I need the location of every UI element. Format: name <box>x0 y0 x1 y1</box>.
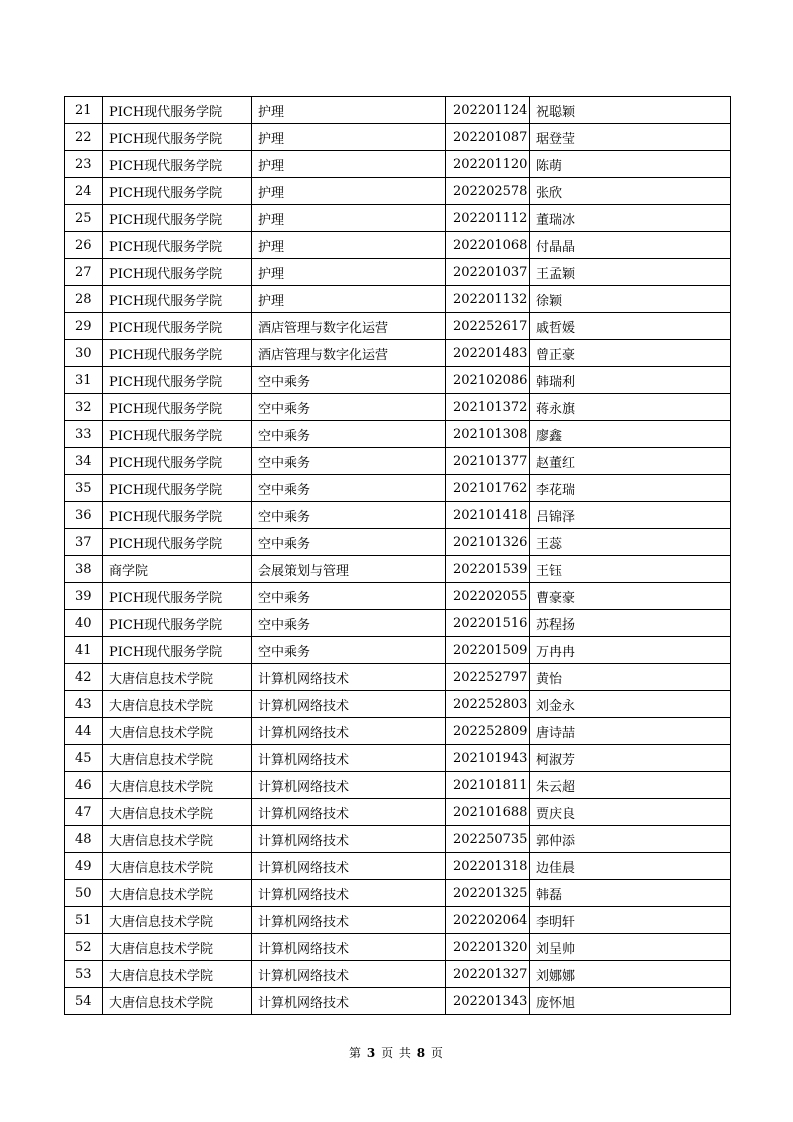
student-id-cell: 202201132 <box>446 286 530 313</box>
student-name-cell: 王钰 <box>530 556 731 583</box>
college-cell: 大唐信息技术学院 <box>103 880 252 907</box>
row-number-cell: 27 <box>65 259 103 286</box>
college-cell: PICH现代服务学院 <box>103 259 252 286</box>
college-cell: PICH现代服务学院 <box>103 529 252 556</box>
student-id-cell: 202201037 <box>446 259 530 286</box>
major-cell: 计算机网络技术 <box>252 718 446 745</box>
row-number-cell: 50 <box>65 880 103 907</box>
major-cell: 护理 <box>252 124 446 151</box>
student-id-cell: 202201327 <box>446 961 530 988</box>
college-cell: 大唐信息技术学院 <box>103 745 252 772</box>
student-name-cell: 韩磊 <box>530 880 731 907</box>
student-id-cell: 202202055 <box>446 583 530 610</box>
roster-body <box>65 97 731 1015</box>
college-cell: PICH现代服务学院 <box>103 124 252 151</box>
college-cell: PICH现代服务学院 <box>103 394 252 421</box>
student-name-cell: 吕锦泽 <box>530 502 731 529</box>
student-name-cell: 蒋永旗 <box>530 394 731 421</box>
major-cell: 计算机网络技术 <box>252 799 446 826</box>
student-id-cell: 202201068 <box>446 232 530 259</box>
college-cell: PICH现代服务学院 <box>103 340 252 367</box>
major-cell: 计算机网络技术 <box>252 880 446 907</box>
student-name-cell: 曾正豪 <box>530 340 731 367</box>
college-cell: 大唐信息技术学院 <box>103 718 252 745</box>
student-name-cell: 王孟颖 <box>530 259 731 286</box>
major-cell: 空中乘务 <box>252 367 446 394</box>
college-cell: 大唐信息技术学院 <box>103 961 252 988</box>
row-number-cell: 32 <box>65 394 103 421</box>
row-number-cell: 48 <box>65 826 103 853</box>
student-name-cell: 庞怀旭 <box>530 988 731 1015</box>
student-id-cell: 202201320 <box>446 934 530 961</box>
student-name-cell: 王蕊 <box>530 529 731 556</box>
row-number-cell: 52 <box>65 934 103 961</box>
table-row <box>65 961 731 988</box>
major-cell: 计算机网络技术 <box>252 826 446 853</box>
table-row <box>65 772 731 799</box>
college-cell: PICH现代服务学院 <box>103 502 252 529</box>
major-cell: 计算机网络技术 <box>252 961 446 988</box>
footer-total-pages: 8 <box>416 1046 427 1060</box>
row-number-cell: 31 <box>65 367 103 394</box>
major-cell: 空中乘务 <box>252 637 446 664</box>
major-cell: 空中乘务 <box>252 475 446 502</box>
student-name-cell: 戚哲媛 <box>530 313 731 340</box>
major-cell: 空中乘务 <box>252 394 446 421</box>
major-cell: 计算机网络技术 <box>252 691 446 718</box>
college-cell: 大唐信息技术学院 <box>103 772 252 799</box>
major-cell: 计算机网络技术 <box>252 988 446 1015</box>
college-cell: PICH现代服务学院 <box>103 421 252 448</box>
student-name-cell: 徐颖 <box>530 286 731 313</box>
student-name-cell: 苏程扬 <box>530 610 731 637</box>
table-row <box>65 718 731 745</box>
major-cell: 空中乘务 <box>252 583 446 610</box>
student-name-cell: 曹豪豪 <box>530 583 731 610</box>
row-number-cell: 35 <box>65 475 103 502</box>
student-id-cell: 202201509 <box>446 637 530 664</box>
student-id-cell: 202101688 <box>446 799 530 826</box>
student-id-cell: 202101326 <box>446 529 530 556</box>
row-number-cell: 54 <box>65 988 103 1015</box>
student-name-cell: 付晶晶 <box>530 232 731 259</box>
student-id-cell: 202250735 <box>446 826 530 853</box>
student-name-cell: 陈萌 <box>530 151 731 178</box>
student-id-cell: 202101943 <box>446 745 530 772</box>
table-row <box>65 340 731 367</box>
row-number-cell: 26 <box>65 232 103 259</box>
row-number-cell: 25 <box>65 205 103 232</box>
row-number-cell: 46 <box>65 772 103 799</box>
table-row <box>65 205 731 232</box>
student-name-cell: 张欣 <box>530 178 731 205</box>
college-cell: PICH现代服务学院 <box>103 448 252 475</box>
major-cell: 护理 <box>252 205 446 232</box>
student-name-cell: 贾庆良 <box>530 799 731 826</box>
student-id-cell: 202201539 <box>446 556 530 583</box>
table-row <box>65 151 731 178</box>
major-cell: 酒店管理与数字化运营 <box>252 340 446 367</box>
student-id-cell: 202201087 <box>446 124 530 151</box>
major-cell: 计算机网络技术 <box>252 907 446 934</box>
row-number-cell: 41 <box>65 637 103 664</box>
major-cell: 计算机网络技术 <box>252 745 446 772</box>
college-cell: PICH现代服务学院 <box>103 97 252 124</box>
table-row <box>65 556 731 583</box>
major-cell: 护理 <box>252 97 446 124</box>
student-name-cell: 廖鑫 <box>530 421 731 448</box>
college-cell: PICH现代服务学院 <box>103 151 252 178</box>
row-number-cell: 39 <box>65 583 103 610</box>
row-number-cell: 38 <box>65 556 103 583</box>
table-row <box>65 637 731 664</box>
major-cell: 计算机网络技术 <box>252 664 446 691</box>
row-number-cell: 37 <box>65 529 103 556</box>
table-row <box>65 583 731 610</box>
student-roster-table <box>64 96 731 1015</box>
college-cell: 大唐信息技术学院 <box>103 907 252 934</box>
student-id-cell: 202201483 <box>446 340 530 367</box>
row-number-cell: 24 <box>65 178 103 205</box>
student-name-cell: 李花瑞 <box>530 475 731 502</box>
student-id-cell: 202101811 <box>446 772 530 799</box>
table-row <box>65 178 731 205</box>
major-cell: 护理 <box>252 259 446 286</box>
table-row <box>65 421 731 448</box>
table-row <box>65 880 731 907</box>
major-cell: 空中乘务 <box>252 421 446 448</box>
row-number-cell: 49 <box>65 853 103 880</box>
student-name-cell: 李明轩 <box>530 907 731 934</box>
row-number-cell: 53 <box>65 961 103 988</box>
college-cell: PICH现代服务学院 <box>103 367 252 394</box>
student-id-cell: 202101377 <box>446 448 530 475</box>
row-number-cell: 22 <box>65 124 103 151</box>
student-id-cell: 202101372 <box>446 394 530 421</box>
student-id-cell: 202201325 <box>446 880 530 907</box>
table-row <box>65 853 731 880</box>
student-id-cell: 202252803 <box>446 691 530 718</box>
table-row <box>65 367 731 394</box>
student-id-cell: 202101308 <box>446 421 530 448</box>
row-number-cell: 44 <box>65 718 103 745</box>
student-name-cell: 朱云超 <box>530 772 731 799</box>
table-row <box>65 286 731 313</box>
table-row <box>65 313 731 340</box>
table-row <box>65 475 731 502</box>
major-cell: 空中乘务 <box>252 448 446 475</box>
table-row <box>65 259 731 286</box>
table-row <box>65 124 731 151</box>
table-row <box>65 448 731 475</box>
student-id-cell: 202252797 <box>446 664 530 691</box>
footer-suffix: 页 <box>430 1046 444 1060</box>
row-number-cell: 30 <box>65 340 103 367</box>
college-cell: 大唐信息技术学院 <box>103 664 252 691</box>
student-name-cell: 黄怡 <box>530 664 731 691</box>
table-row <box>65 799 731 826</box>
row-number-cell: 34 <box>65 448 103 475</box>
student-id-cell: 202252617 <box>446 313 530 340</box>
table-row <box>65 988 731 1015</box>
student-name-cell: 韩瑞利 <box>530 367 731 394</box>
college-cell: PICH现代服务学院 <box>103 286 252 313</box>
student-id-cell: 202201318 <box>446 853 530 880</box>
student-id-cell: 202202578 <box>446 178 530 205</box>
student-name-cell: 赵董红 <box>530 448 731 475</box>
college-cell: 大唐信息技术学院 <box>103 691 252 718</box>
major-cell: 护理 <box>252 178 446 205</box>
student-id-cell: 202201112 <box>446 205 530 232</box>
major-cell: 空中乘务 <box>252 529 446 556</box>
major-cell: 计算机网络技术 <box>252 853 446 880</box>
table-row <box>65 529 731 556</box>
footer-middle: 页 共 <box>381 1046 412 1060</box>
college-cell: 大唐信息技术学院 <box>103 934 252 961</box>
student-id-cell: 202202064 <box>446 907 530 934</box>
row-number-cell: 23 <box>65 151 103 178</box>
student-name-cell: 刘金永 <box>530 691 731 718</box>
footer-prefix: 第 <box>349 1046 363 1060</box>
student-id-cell: 202252809 <box>446 718 530 745</box>
major-cell: 计算机网络技术 <box>252 934 446 961</box>
college-cell: 大唐信息技术学院 <box>103 799 252 826</box>
student-name-cell: 董瑞冰 <box>530 205 731 232</box>
major-cell: 计算机网络技术 <box>252 772 446 799</box>
row-number-cell: 43 <box>65 691 103 718</box>
student-id-cell: 202201124 <box>446 97 530 124</box>
college-cell: PICH现代服务学院 <box>103 178 252 205</box>
college-cell: PICH现代服务学院 <box>103 610 252 637</box>
college-cell: PICH现代服务学院 <box>103 637 252 664</box>
row-number-cell: 51 <box>65 907 103 934</box>
college-cell: 大唐信息技术学院 <box>103 853 252 880</box>
row-number-cell: 45 <box>65 745 103 772</box>
student-id-cell: 202201516 <box>446 610 530 637</box>
college-cell: PICH现代服务学院 <box>103 313 252 340</box>
row-number-cell: 21 <box>65 97 103 124</box>
student-name-cell: 唐诗喆 <box>530 718 731 745</box>
page-footer <box>0 1044 793 1061</box>
table-row <box>65 934 731 961</box>
college-cell: PICH现代服务学院 <box>103 205 252 232</box>
college-cell: PICH现代服务学院 <box>103 475 252 502</box>
college-cell: 商学院 <box>103 556 252 583</box>
student-id-cell: 202201120 <box>446 151 530 178</box>
college-cell: 大唐信息技术学院 <box>103 988 252 1015</box>
major-cell: 护理 <box>252 286 446 313</box>
college-cell: 大唐信息技术学院 <box>103 826 252 853</box>
student-id-cell: 202102086 <box>446 367 530 394</box>
table-row <box>65 907 731 934</box>
table-row <box>65 691 731 718</box>
student-name-cell: 万冉冉 <box>530 637 731 664</box>
student-id-cell: 202101418 <box>446 502 530 529</box>
major-cell: 酒店管理与数字化运营 <box>252 313 446 340</box>
table-row <box>65 502 731 529</box>
college-cell: PICH现代服务学院 <box>103 583 252 610</box>
major-cell: 会展策划与管理 <box>252 556 446 583</box>
table-row <box>65 826 731 853</box>
table-row <box>65 745 731 772</box>
table-row <box>65 97 731 124</box>
footer-current-page: 3 <box>366 1046 377 1060</box>
table-row <box>65 664 731 691</box>
row-number-cell: 36 <box>65 502 103 529</box>
table-row <box>65 232 731 259</box>
row-number-cell: 42 <box>65 664 103 691</box>
student-name-cell: 刘呈帅 <box>530 934 731 961</box>
college-cell: PICH现代服务学院 <box>103 232 252 259</box>
student-name-cell: 祝聪颖 <box>530 97 731 124</box>
major-cell: 护理 <box>252 151 446 178</box>
student-name-cell: 边佳晨 <box>530 853 731 880</box>
table-row <box>65 394 731 421</box>
row-number-cell: 33 <box>65 421 103 448</box>
student-name-cell: 琚登莹 <box>530 124 731 151</box>
student-name-cell: 刘娜娜 <box>530 961 731 988</box>
row-number-cell: 40 <box>65 610 103 637</box>
major-cell: 空中乘务 <box>252 610 446 637</box>
student-name-cell: 郭仲添 <box>530 826 731 853</box>
student-id-cell: 202101762 <box>446 475 530 502</box>
table-row <box>65 610 731 637</box>
row-number-cell: 29 <box>65 313 103 340</box>
student-name-cell: 柯淑芳 <box>530 745 731 772</box>
row-number-cell: 28 <box>65 286 103 313</box>
student-id-cell: 202201343 <box>446 988 530 1015</box>
row-number-cell: 47 <box>65 799 103 826</box>
major-cell: 护理 <box>252 232 446 259</box>
major-cell: 空中乘务 <box>252 502 446 529</box>
